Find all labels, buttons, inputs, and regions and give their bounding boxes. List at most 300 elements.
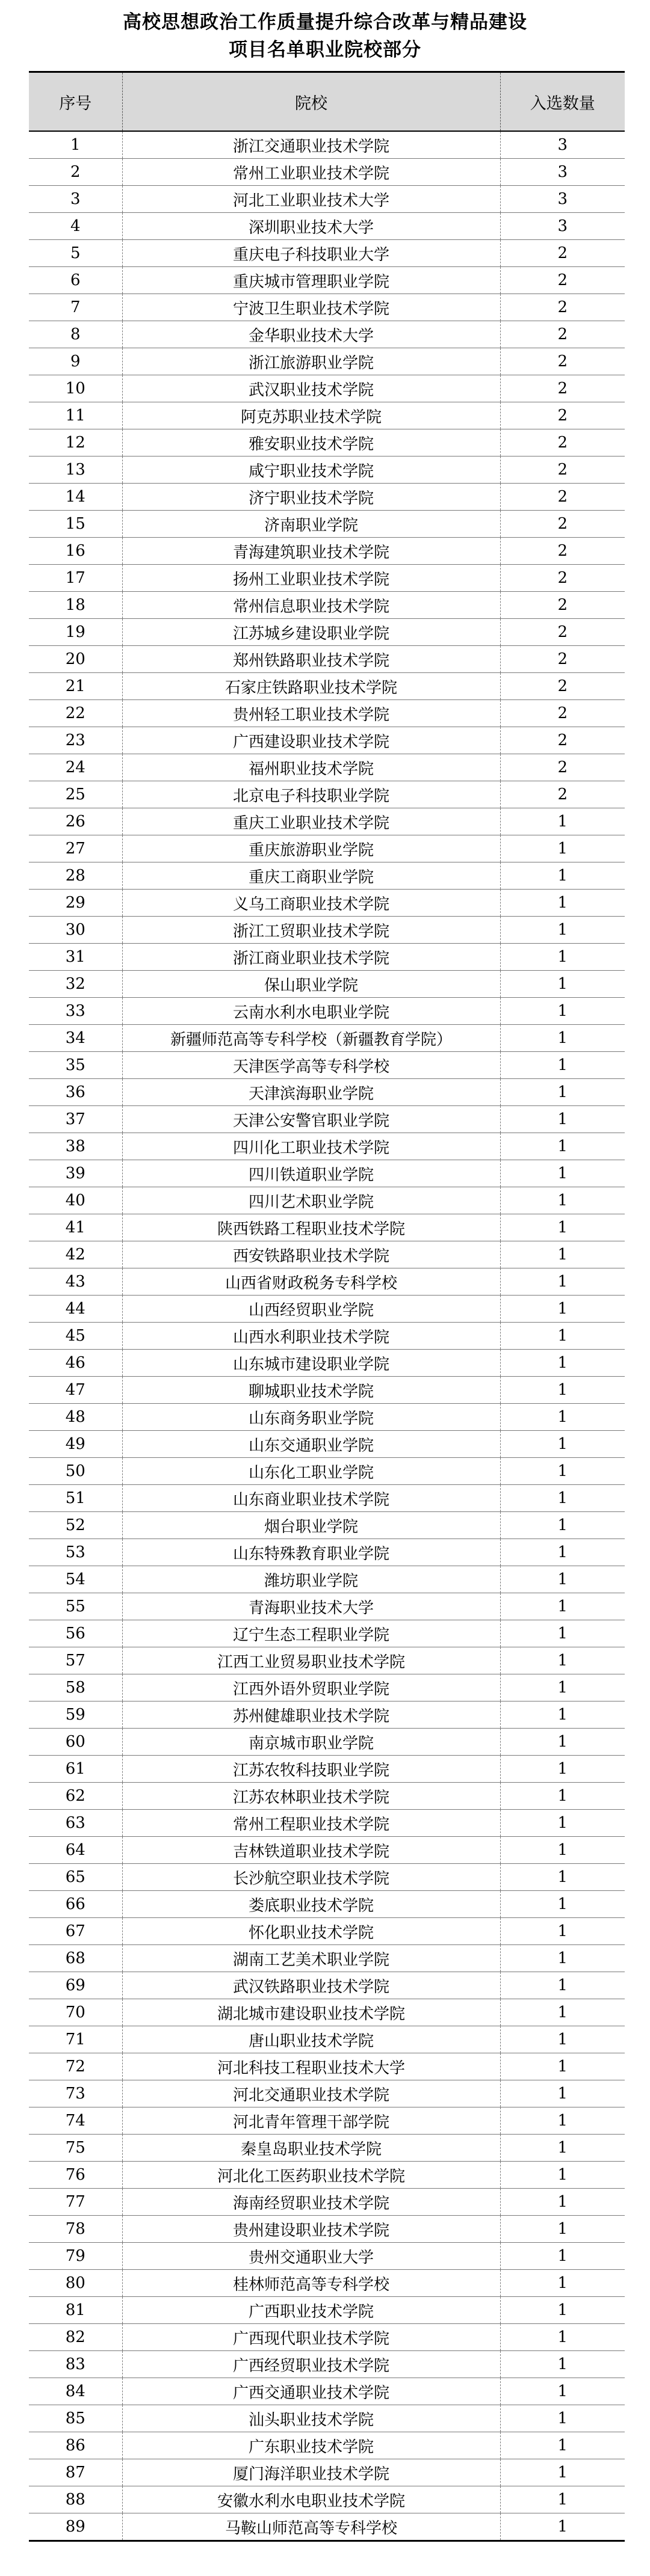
row-school-name: 山东化工职业学院 [122,1458,500,1485]
row-count: 2 [500,402,625,429]
row-school-name: 浙江商业职业技术学院 [122,944,500,971]
row-school-name: 南京城市职业学院 [122,1729,500,1756]
row-count: 2 [500,619,625,646]
row-school-name: 江苏农牧科技职业学院 [122,1756,500,1783]
table-row [29,2432,625,2459]
row-school-name: 海南经贸职业技术学院 [122,2189,500,2216]
row-school-name: 吉林铁道职业技术学院 [122,1837,500,1864]
table-row [29,2216,625,2243]
table-row [29,2053,625,2080]
row-school-name: 河北工业职业技术大学 [122,186,500,213]
row-count: 1 [500,1729,625,1756]
row-count: 1 [500,944,625,971]
row-count: 1 [500,1837,625,1864]
table-row [29,1810,625,1837]
row-school-name: 怀化职业技术学院 [122,1918,500,1945]
table-row [29,1783,625,1810]
row-index: 75 [29,2135,122,2162]
table-row [29,375,625,402]
table-row [29,186,625,213]
row-school-name: 江西工业贸易职业技术学院 [122,1647,500,1674]
row-count: 1 [500,835,625,862]
table-row [29,2080,625,2107]
row-index: 11 [29,402,122,429]
row-index: 42 [29,1241,122,1268]
row-count: 2 [500,781,625,808]
row-count: 1 [500,1377,625,1404]
table-row [29,240,625,267]
row-school-name: 新疆师范高等专科学校（新疆教育学院） [122,1025,500,1052]
table-row [29,565,625,592]
row-index: 4 [29,213,122,240]
row-index: 22 [29,700,122,727]
row-count: 1 [500,1512,625,1539]
row-school-name: 辽宁生态工程职业学院 [122,1620,500,1647]
row-index: 15 [29,511,122,538]
row-school-name: 石家庄铁路职业技术学院 [122,673,500,700]
row-index: 50 [29,1458,122,1485]
row-school-name: 四川化工职业技术学院 [122,1133,500,1160]
table-row [29,619,625,646]
row-index: 14 [29,484,122,511]
row-index: 39 [29,1160,122,1187]
row-index: 36 [29,1079,122,1106]
row-count: 1 [500,1187,625,1214]
row-school-name: 贵州交通职业大学 [122,2243,500,2270]
table-row [29,1485,625,1512]
row-index: 58 [29,1674,122,1701]
row-school-name: 山东交通职业学院 [122,1431,500,1458]
row-school-name: 汕头职业技术学院 [122,2405,500,2432]
row-index: 3 [29,186,122,213]
row-count: 1 [500,1025,625,1052]
row-count: 1 [500,1350,625,1377]
row-school-name: 重庆电子科技职业大学 [122,240,500,267]
table-row [29,402,625,429]
row-school-name: 西安铁路职业技术学院 [122,1241,500,1268]
row-count: 2 [500,511,625,538]
row-index: 46 [29,1350,122,1377]
row-count: 2 [500,754,625,781]
row-index: 23 [29,727,122,754]
table-row [29,2162,625,2189]
row-school-name: 重庆工商职业学院 [122,862,500,890]
row-school-name: 浙江交通职业技术学院 [122,131,500,159]
row-school-name: 宁波卫生职业技术学院 [122,294,500,321]
row-count: 1 [500,2189,625,2216]
row-count: 2 [500,484,625,511]
table-row [29,1350,625,1377]
row-index: 33 [29,998,122,1025]
table-row [29,2189,625,2216]
row-index: 24 [29,754,122,781]
row-school-name: 义乌工商职业技术学院 [122,890,500,917]
row-index: 70 [29,1999,122,2026]
header-school: 院校 [122,72,500,132]
row-count: 1 [500,2053,625,2080]
row-index: 27 [29,835,122,862]
row-index: 83 [29,2351,122,2378]
table-row [29,1106,625,1133]
row-count: 1 [500,808,625,835]
row-school-name: 山西水利职业技术学院 [122,1323,500,1350]
row-index: 20 [29,646,122,673]
table-row [29,1458,625,1485]
table-row [29,592,625,619]
row-school-name: 浙江工贸职业技术学院 [122,917,500,944]
table-row [29,1187,625,1214]
row-count: 1 [500,2513,625,2541]
table-header-row [29,72,625,132]
row-school-name: 河北青年管理干部学院 [122,2107,500,2135]
row-count: 1 [500,1891,625,1918]
row-school-name: 潍坊职业学院 [122,1566,500,1593]
row-index: 17 [29,565,122,592]
row-school-name: 湖南工艺美术职业学院 [122,1945,500,1972]
table-row [29,2135,625,2162]
row-index: 47 [29,1377,122,1404]
row-index: 1 [29,131,122,159]
row-count: 2 [500,646,625,673]
row-count: 2 [500,727,625,754]
row-count: 1 [500,971,625,998]
row-index: 40 [29,1187,122,1214]
row-count: 1 [500,2432,625,2459]
row-index: 35 [29,1052,122,1079]
row-count: 1 [500,862,625,890]
row-count: 2 [500,240,625,267]
row-school-name: 广西经贸职业技术学院 [122,2351,500,2378]
row-school-name: 桂林师范高等专科学校 [122,2270,500,2297]
table-row [29,2513,625,2541]
row-school-name: 广东职业技术学院 [122,2432,500,2459]
table-row [29,511,625,538]
row-school-name: 唐山职业技术学院 [122,2026,500,2053]
row-index: 68 [29,1945,122,1972]
row-index: 84 [29,2378,122,2405]
table-row [29,1891,625,1918]
row-count: 1 [500,2378,625,2405]
row-count: 1 [500,1323,625,1350]
row-count: 1 [500,2216,625,2243]
table-row [29,131,625,159]
table-row [29,1729,625,1756]
row-school-name: 河北化工医药职业技术学院 [122,2162,500,2189]
row-index: 86 [29,2432,122,2459]
row-school-name: 山东城市建设职业学院 [122,1350,500,1377]
row-count: 1 [500,1133,625,1160]
row-school-name: 广西现代职业技术学院 [122,2324,500,2351]
header-count: 入选数量 [500,72,625,132]
row-index: 87 [29,2459,122,2486]
row-count: 2 [500,348,625,375]
table-row [29,754,625,781]
row-index: 48 [29,1404,122,1431]
row-index: 52 [29,1512,122,1539]
row-count: 1 [500,2243,625,2270]
row-index: 30 [29,917,122,944]
title-line-1: 高校思想政治工作质量提升综合改革与精品建设 [123,11,527,33]
row-index: 37 [29,1106,122,1133]
row-count: 1 [500,2162,625,2189]
row-school-name: 重庆工业职业技术学院 [122,808,500,835]
row-count: 1 [500,1106,625,1133]
table-row [29,2405,625,2432]
row-count: 1 [500,1485,625,1512]
table-row [29,429,625,456]
row-school-name: 秦皇岛职业技术学院 [122,2135,500,2162]
row-index: 29 [29,890,122,917]
row-index: 82 [29,2324,122,2351]
row-index: 32 [29,971,122,998]
row-school-name: 四川铁道职业学院 [122,1160,500,1187]
row-index: 79 [29,2243,122,2270]
table-row [29,1674,625,1701]
row-count: 1 [500,1404,625,1431]
row-school-name: 烟台职业学院 [122,1512,500,1539]
table-row [29,321,625,348]
table-row [29,1296,625,1323]
row-index: 73 [29,2080,122,2107]
row-index: 6 [29,267,122,294]
row-index: 18 [29,592,122,619]
row-school-name: 青海职业技术大学 [122,1593,500,1620]
row-school-name: 马鞍山师范高等专科学校 [122,2513,500,2541]
row-count: 2 [500,565,625,592]
row-school-name: 厦门海洋职业技术学院 [122,2459,500,2486]
row-school-name: 河北交通职业技术学院 [122,2080,500,2107]
school-table [29,71,625,2542]
row-count: 1 [500,2459,625,2486]
row-index: 89 [29,2513,122,2541]
row-count: 1 [500,2324,625,2351]
table-body [29,131,625,2541]
row-count: 1 [500,2080,625,2107]
row-school-name: 山东商业职业技术学院 [122,1485,500,1512]
row-count: 2 [500,673,625,700]
row-count: 1 [500,1864,625,1891]
row-count: 1 [500,2405,625,2432]
row-school-name: 山西经贸职业学院 [122,1296,500,1323]
row-count: 2 [500,267,625,294]
table-row [29,971,625,998]
row-school-name: 济宁职业技术学院 [122,484,500,511]
row-count: 1 [500,1999,625,2026]
row-index: 19 [29,619,122,646]
row-school-name: 山东商务职业学院 [122,1404,500,1431]
row-index: 88 [29,2486,122,2513]
row-index: 21 [29,673,122,700]
row-index: 10 [29,375,122,402]
row-index: 2 [29,159,122,186]
table-row [29,1647,625,1674]
row-index: 71 [29,2026,122,2053]
row-school-name: 重庆旅游职业学院 [122,835,500,862]
row-index: 34 [29,1025,122,1052]
table-row [29,1079,625,1106]
table-row [29,2486,625,2513]
row-count: 1 [500,2297,625,2324]
row-index: 80 [29,2270,122,2297]
row-count: 1 [500,1918,625,1945]
row-count: 1 [500,1674,625,1701]
row-count: 3 [500,159,625,186]
row-count: 2 [500,592,625,619]
table-row [29,2378,625,2405]
row-school-name: 青海建筑职业技术学院 [122,538,500,565]
row-count: 3 [500,131,625,159]
table-row [29,2026,625,2053]
table-row [29,1999,625,2026]
row-school-name: 陕西铁路工程职业技术学院 [122,1214,500,1241]
table-row [29,1837,625,1864]
row-index: 25 [29,781,122,808]
table-row [29,2270,625,2297]
row-count: 1 [500,890,625,917]
row-count: 1 [500,1593,625,1620]
row-index: 5 [29,240,122,267]
table-row [29,700,625,727]
row-index: 53 [29,1539,122,1566]
table-row [29,538,625,565]
row-count: 2 [500,700,625,727]
row-school-name: 福州职业技术学院 [122,754,500,781]
table-row [29,2297,625,2324]
row-school-name: 郑州铁路职业技术学院 [122,646,500,673]
row-school-name: 重庆城市管理职业学院 [122,267,500,294]
row-index: 78 [29,2216,122,2243]
table-row [29,1864,625,1891]
table-row [29,1539,625,1566]
table-row [29,484,625,511]
row-school-name: 天津公安警官职业学院 [122,1106,500,1133]
row-school-name: 天津滨海职业学院 [122,1079,500,1106]
table-row [29,944,625,971]
row-index: 81 [29,2297,122,2324]
row-index: 41 [29,1214,122,1241]
row-index: 64 [29,1837,122,1864]
row-index: 38 [29,1133,122,1160]
row-count: 1 [500,1810,625,1837]
row-school-name: 雅安职业技术学院 [122,429,500,456]
row-count: 1 [500,1620,625,1647]
row-school-name: 常州工业职业技术学院 [122,159,500,186]
row-index: 7 [29,294,122,321]
row-school-name: 山东特殊教育职业学院 [122,1539,500,1566]
row-count: 1 [500,1701,625,1729]
row-count: 1 [500,2026,625,2053]
table-row [29,1160,625,1187]
row-count: 2 [500,375,625,402]
table-row [29,1133,625,1160]
row-school-name: 北京电子科技职业学院 [122,781,500,808]
row-index: 12 [29,429,122,456]
row-count: 1 [500,1945,625,1972]
row-count: 1 [500,2486,625,2513]
row-school-name: 保山职业学院 [122,971,500,998]
table-row [29,1052,625,1079]
row-index: 69 [29,1972,122,1999]
row-index: 72 [29,2053,122,2080]
table-row [29,1404,625,1431]
row-index: 43 [29,1268,122,1296]
row-school-name: 安徽水利水电职业技术学院 [122,2486,500,2513]
row-school-name: 云南水利水电职业学院 [122,998,500,1025]
row-index: 85 [29,2405,122,2432]
table-row [29,1756,625,1783]
table-row [29,673,625,700]
table-row [29,1566,625,1593]
row-school-name: 扬州工业职业技术学院 [122,565,500,592]
row-school-name: 武汉铁路职业技术学院 [122,1972,500,1999]
row-school-name: 浙江旅游职业学院 [122,348,500,375]
table-row [29,835,625,862]
table-row [29,1268,625,1296]
row-school-name: 苏州健雄职业技术学院 [122,1701,500,1729]
row-count: 1 [500,1079,625,1106]
table-row [29,2351,625,2378]
row-index: 74 [29,2107,122,2135]
table-row [29,2324,625,2351]
row-school-name: 长沙航空职业技术学院 [122,1864,500,1891]
row-index: 55 [29,1593,122,1620]
row-index: 13 [29,456,122,484]
row-count: 1 [500,1241,625,1268]
row-count: 1 [500,1052,625,1079]
table-row [29,294,625,321]
table-row [29,646,625,673]
table-row [29,1972,625,1999]
row-count: 1 [500,1431,625,1458]
table-row [29,348,625,375]
row-count: 2 [500,321,625,348]
row-index: 56 [29,1620,122,1647]
title-block [0,0,650,66]
row-count: 1 [500,1458,625,1485]
row-index: 77 [29,2189,122,2216]
row-count: 1 [500,1268,625,1296]
row-count: 1 [500,1296,625,1323]
row-count: 1 [500,2135,625,2162]
table-row [29,2107,625,2135]
row-count: 1 [500,1783,625,1810]
table-row [29,1918,625,1945]
table-row [29,1512,625,1539]
row-count: 1 [500,1566,625,1593]
row-index: 54 [29,1566,122,1593]
table-row [29,267,625,294]
table-row [29,1593,625,1620]
row-count: 1 [500,917,625,944]
row-school-name: 武汉职业技术学院 [122,375,500,402]
row-index: 62 [29,1783,122,1810]
table-row [29,862,625,890]
row-school-name: 深圳职业技术大学 [122,213,500,240]
row-index: 28 [29,862,122,890]
row-count: 1 [500,1647,625,1674]
row-index: 76 [29,2162,122,2189]
table-row [29,2243,625,2270]
row-index: 66 [29,1891,122,1918]
row-school-name: 济南职业学院 [122,511,500,538]
table-row [29,2459,625,2486]
row-index: 26 [29,808,122,835]
row-index: 67 [29,1918,122,1945]
row-school-name: 聊城职业技术学院 [122,1377,500,1404]
row-school-name: 天津医学高等专科学校 [122,1052,500,1079]
row-index: 9 [29,348,122,375]
row-school-name: 江西外语外贸职业学院 [122,1674,500,1701]
